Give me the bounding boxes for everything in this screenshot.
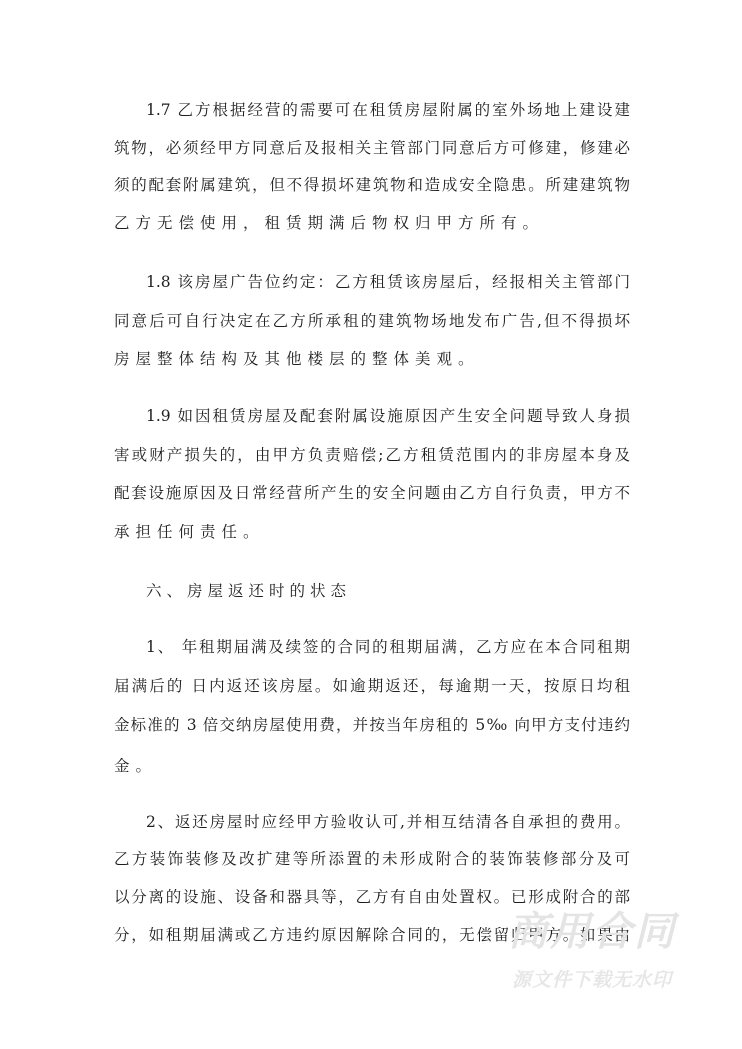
text-line: 分，如租期届满或乙方违约原因解除合同的，无偿留归甲方。如果由 — [114, 926, 630, 944]
text-line: 乙方装饰装修及改扩建等所添置的未形成附合的装饰装修部分及可 — [114, 850, 630, 868]
text-line: 金。 — [114, 757, 158, 775]
text-line: 乙方无偿使用，租赁期满后物权归甲方所有。 — [114, 214, 545, 232]
text-line: 须的配套附属建筑，但不得损坏建筑物和造成安全隐患。所建建筑物 — [114, 176, 630, 194]
text-line: 2、返还房屋时应经甲方验收认可,并相互结清各自承担的费用。 — [146, 813, 630, 831]
text-line: 筑物，必须经甲方同意后及报相关主管部门同意后方可修建，修建必 — [114, 139, 630, 157]
text-line: 届满后的 日内返还该房屋。如逾期返还，每逾期一天，按原日均租 — [114, 677, 630, 695]
text-line: 承担任何责任。 — [114, 523, 265, 541]
text-line: 同意后可自行决定在乙方所承租的建筑物场地发布广告,但不得损坏 — [114, 312, 630, 330]
watermark-subtitle: 源文件下载无水印 — [512, 969, 673, 991]
watermark-title: 商用合同 — [508, 909, 676, 955]
text-line: 害或财产损失的，由甲方负责赔偿;乙方租赁范围内的非房屋本身及 — [114, 446, 630, 464]
text-line: 金标准的 3 倍交纳房屋使用费，并按当年房租的 5‰ 向甲方支付违约 — [114, 716, 630, 734]
section-heading: 六、房屋返还时的状态 — [146, 582, 352, 600]
text-line: 1.9 如因租赁房屋及配套附属设施原因产生安全问题导致人身损 — [146, 407, 630, 425]
text-line: 1.7 乙方根据经营的需要可在租赁房屋附属的室外场地上建设建 — [146, 101, 630, 119]
watermark — [508, 908, 688, 998]
text-line: 1.8 该房屋广告位约定：乙方租赁该房屋后，经报相关主管部门 — [146, 273, 630, 291]
text-line: 1、 年租期届满及续签的合同的租期届满，乙方应在本合同租期 — [146, 638, 630, 656]
text-line: 以分离的设施、设备和器具等，乙方有自由处置权。已形成附合的部 — [114, 888, 630, 906]
text-line: 配套设施原因及日常经营所产生的安全问题由乙方自行负责，甲方不 — [114, 484, 630, 502]
text-line: 房屋整体结构及其他楼层的整体美观。 — [114, 350, 480, 368]
